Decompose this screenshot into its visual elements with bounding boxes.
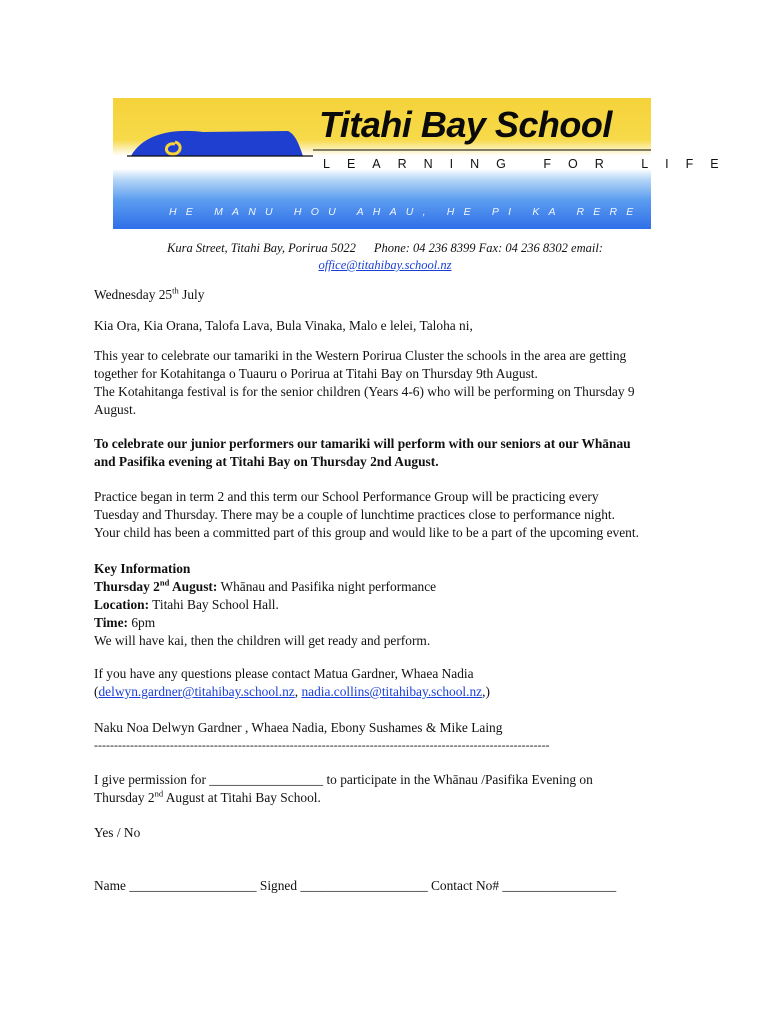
address-line [0, 241, 770, 256]
practice-line: Practice began in term 2 and this term our School Performance Group will be practicing every [94, 489, 599, 504]
time-label: Time: [94, 615, 128, 630]
nadia-email-link[interactable]: nadia.collins@titahibay.school.nz [301, 684, 483, 699]
permission-line: I give permission for _________________ to participate in the Whānau /Pasifika Evening on [94, 772, 593, 787]
date-suffix: th [172, 285, 179, 296]
greeting: Kia Ora, Kia Orana, Talofa Lava, Bula Vinaka, Malo e lelei, Taloha ni, [94, 318, 473, 333]
intro-line: together for Kotahitanga o Tuauru o Porirua at Titahi Bay on Thursday 9th August. [94, 366, 538, 381]
address-email-line [0, 258, 770, 273]
practice-line: Tuesday and Thursday. There may be a couple of lunchtime practices close to performance night. [94, 507, 615, 522]
school-banner [113, 98, 736, 229]
key-info-date-value: Whānau and Pasifika night performance [217, 579, 437, 594]
key-info-date-suffix: nd [159, 577, 170, 588]
paren-close: ,) [482, 684, 490, 699]
location-label: Location: [94, 597, 150, 612]
highlight-line: and Pasifika evening at Titahi Bay on Thursday 2nd August. [94, 454, 439, 469]
practice-line: Your child has been a committed part of this group and would like to be a part of the upcoming event. [94, 525, 639, 540]
intro-line: This year to celebrate our tamariki in the Western Porirua Cluster the schools in the area are getting [94, 348, 627, 363]
permission-date-suffix: nd [154, 788, 164, 799]
key-info-note: We will have kai, then the children will get ready and perform. [94, 633, 431, 648]
key-info-date [94, 578, 684, 596]
key-info-date-label: Thursday 2 [94, 579, 160, 594]
banner-tagline: LEARNING FOR LIFE [323, 157, 736, 171]
email-separator: , [294, 684, 302, 699]
signoff: Naku Noa Delwyn Gardner , Whaea Nadia, Ebony Sushames & Mike Laing [94, 720, 503, 735]
intro-paragraph [94, 347, 684, 419]
signature-fields[interactable]: Name ___________________ Signed ___________________ Contact No# _________________ [94, 878, 617, 893]
permission-date-rest: August at Titahi Bay School. [163, 790, 321, 805]
paren-open: ( [94, 684, 99, 699]
date-day: Wednesday 25 [94, 287, 173, 302]
office-email-link[interactable]: office@titahibay.school.nz [318, 258, 452, 272]
banner-motto: HE MANU HOU AHAU, HE PI KA RERE [169, 206, 643, 218]
intro-line: August. [94, 402, 137, 417]
permission-date: Thursday 2 [94, 790, 155, 805]
address-phone: Phone: 04 236 8399 Fax: 04 236 8302 email: [373, 241, 603, 255]
date-month: July [178, 287, 205, 302]
highlight-line: To celebrate our junior performers our tamariki will perform with our seniors at our Whānau [94, 436, 631, 451]
key-info-time [94, 614, 684, 632]
contact-emails [94, 683, 684, 701]
key-info-date-label-month: August: [169, 579, 218, 594]
letter-date [94, 286, 684, 304]
key-info-heading: Key Information [94, 561, 191, 576]
intro-line: The Kotahitanga festival is for the senior children (Years 4-6) who will be performing on Thursday 9 [94, 384, 635, 399]
permission-line-date [94, 789, 684, 807]
cut-line-divider: ------------------------------------------------------------------------------------------------------------------ [94, 738, 550, 752]
contact-paragraph [94, 665, 684, 701]
time-value: 6pm [127, 615, 156, 630]
contact-line: If you have any questions please contact Matua Gardner, Whaea Nadia [94, 666, 474, 681]
location-value: Titahi Bay School Hall. [149, 597, 279, 612]
yes-no-choice[interactable]: Yes / No [94, 825, 141, 840]
permission-paragraph [94, 771, 684, 807]
key-information [94, 560, 684, 650]
practice-paragraph [94, 488, 684, 542]
key-info-location [94, 596, 684, 614]
banner-title: Titahi Bay School [319, 104, 612, 145]
address-street: Kura Street, Titahi Bay, Porirua 5022 [167, 241, 356, 255]
delwyn-email-link[interactable]: delwyn.gardner@titahibay.school.nz [98, 684, 295, 699]
highlight-paragraph [94, 435, 684, 471]
